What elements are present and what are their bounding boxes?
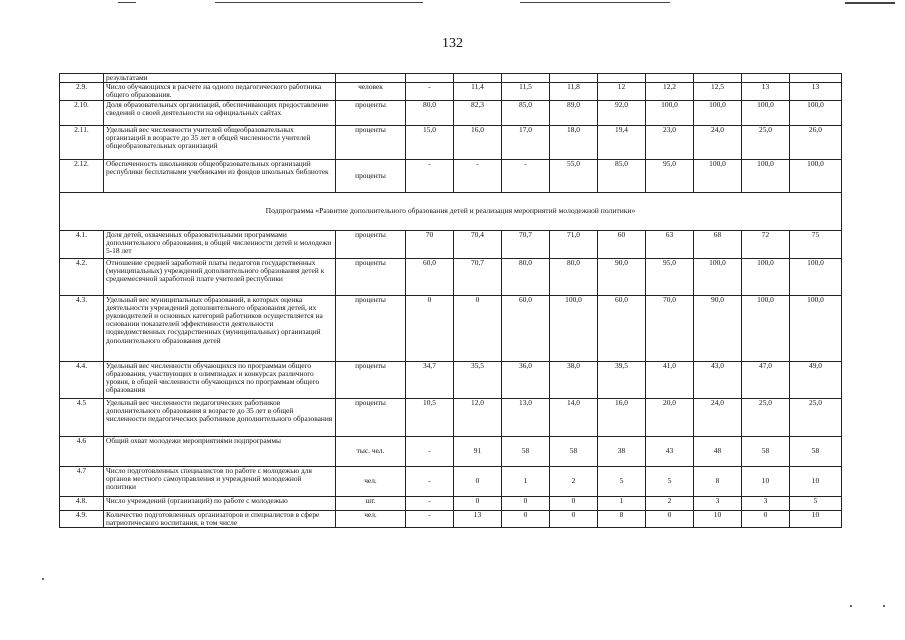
value-cell: 70,4 xyxy=(454,230,502,258)
value-cell: 3 xyxy=(694,496,742,510)
value-cell: 18,0 xyxy=(550,125,598,159)
value-cell: 1 xyxy=(598,496,646,510)
value-cell: 19,4 xyxy=(598,125,646,159)
value-cell: 100,0 xyxy=(694,100,742,125)
indicator-name: Удельный вес численности учителей общеобразовательных организаций в возрасте до 35 лет в общей численности учителей общеобразовательных организаций xyxy=(104,125,336,159)
value-cell: 60,0 xyxy=(598,295,646,361)
value-cell: 49,0 xyxy=(790,361,842,398)
unit-cell: проценты xyxy=(336,100,406,125)
table-row xyxy=(60,510,842,527)
row-number: 4.1. xyxy=(60,230,104,258)
unit-cell: чел. xyxy=(336,466,406,496)
value-cell: 71,0 xyxy=(550,230,598,258)
value-cell: 58 xyxy=(550,436,598,466)
indicator-name: Удельный вес численности обучающихся по программам общего образования, участвующих в олимпиадах и конкурсах различного уровня, в общей численности обучающихся по программам общего образования xyxy=(104,361,336,398)
table-row xyxy=(60,159,842,192)
value-cell: 1 xyxy=(502,466,550,496)
value-cell: 36,0 xyxy=(502,361,550,398)
indicator-name: Удельный вес муниципальных образований, в которых оценка деятельности учреждений дополнительного образования детей, их руководителей и основных категорий работников осуществляется на основании показателей эффективности деятельности подведомственных государственных (муниципальных) организаций дополнительного образования детей xyxy=(104,295,336,361)
row-number: 2.11. xyxy=(60,125,104,159)
value-cell: 92,0 xyxy=(598,100,646,125)
value-cell: - xyxy=(406,496,454,510)
value-cell: 60,0 xyxy=(502,295,550,361)
row-number: 4.9. xyxy=(60,510,104,527)
indicator-name: Общий охват молодежи мероприятиями подпрограммы xyxy=(104,436,336,466)
value-cell: 85,0 xyxy=(598,159,646,192)
value-cell: 14,0 xyxy=(550,398,598,436)
unit-cell: проценты xyxy=(336,230,406,258)
value-cell: - xyxy=(502,159,550,192)
value-cell: 63 xyxy=(646,230,694,258)
value-cell: 38 xyxy=(598,436,646,466)
value-cell xyxy=(406,74,454,83)
value-cell: 55,0 xyxy=(550,159,598,192)
value-cell: - xyxy=(406,83,454,100)
value-cell: 80,0 xyxy=(406,100,454,125)
value-cell: 47,0 xyxy=(742,361,790,398)
value-cell: 70,0 xyxy=(646,295,694,361)
value-cell: 38,0 xyxy=(550,361,598,398)
unit-cell: проценты xyxy=(336,258,406,295)
value-cell: 100,0 xyxy=(742,100,790,125)
value-cell: 2 xyxy=(646,496,694,510)
value-cell: 100,0 xyxy=(694,159,742,192)
table-row xyxy=(60,466,842,496)
value-cell: 17,0 xyxy=(502,125,550,159)
value-cell: 12,0 xyxy=(454,398,502,436)
value-cell: 70 xyxy=(406,230,454,258)
indicator-name: Количество подготовленных организаторов и специалистов в сфере патриотического воспитания, в том числе xyxy=(104,510,336,527)
value-cell: 82,3 xyxy=(454,100,502,125)
value-cell xyxy=(454,74,502,83)
table-row xyxy=(60,436,842,466)
header-rule xyxy=(118,2,136,3)
value-cell: 5 xyxy=(790,496,842,510)
value-cell: 58 xyxy=(742,436,790,466)
row-number: 4.5 xyxy=(60,398,104,436)
indicator-name: Доля образовательных организаций, обеспечивающих предоставление сведений о своей деятельности на официальных сайтах xyxy=(104,100,336,125)
value-cell: 25,0 xyxy=(790,398,842,436)
table-row xyxy=(60,398,842,436)
value-cell: 60,0 xyxy=(406,258,454,295)
value-cell: 34,7 xyxy=(406,361,454,398)
table-row xyxy=(60,295,842,361)
value-cell: 68 xyxy=(694,230,742,258)
unit-cell: проценты xyxy=(336,361,406,398)
unit-cell: проценты xyxy=(336,398,406,436)
unit-cell: проценты xyxy=(336,125,406,159)
row-number: 2.10. xyxy=(60,100,104,125)
value-cell: 58 xyxy=(502,436,550,466)
value-cell xyxy=(598,74,646,83)
row-number: 4.2. xyxy=(60,258,104,295)
header-rule xyxy=(215,2,423,3)
value-cell: 8 xyxy=(598,510,646,527)
value-cell: 10 xyxy=(694,510,742,527)
indicator-name: Число учреждений (организаций) по работе с молодежью xyxy=(104,496,336,510)
row-number: 4.7 xyxy=(60,466,104,496)
value-cell: 58 xyxy=(790,436,842,466)
unit-cell xyxy=(336,74,406,83)
value-cell: 100,0 xyxy=(790,100,842,125)
row-number: 2.12. xyxy=(60,159,104,192)
value-cell: - xyxy=(406,159,454,192)
indicator-name: Число обучающихся в расчете на одного педагогического работника общего образования. xyxy=(104,83,336,100)
value-cell: 91 xyxy=(454,436,502,466)
value-cell: 10,5 xyxy=(406,398,454,436)
table-row xyxy=(60,74,842,83)
value-cell: 100,0 xyxy=(550,295,598,361)
value-cell: 100,0 xyxy=(790,159,842,192)
row-number xyxy=(60,74,104,83)
scan-speck xyxy=(42,578,44,580)
value-cell xyxy=(790,74,842,83)
value-cell: 100,0 xyxy=(646,100,694,125)
value-cell xyxy=(742,74,790,83)
value-cell: 100,0 xyxy=(790,258,842,295)
table-row xyxy=(60,125,842,159)
value-cell: 39,5 xyxy=(598,361,646,398)
unit-cell: человек xyxy=(336,83,406,100)
table-row xyxy=(60,230,842,258)
value-cell: 10 xyxy=(790,510,842,527)
subprogram-title: Подпрограмма «Развитие дополнительного образования детей и реализация мероприятий молодежной политики» xyxy=(60,192,842,230)
indicator-name: Удельный вес численности педагогических работников дополнительного образования в возрасте до 35 лет в общей численности педагогических работников дополнительного образования xyxy=(104,398,336,436)
value-cell: 16,0 xyxy=(598,398,646,436)
unit-cell: проценты xyxy=(336,295,406,361)
value-cell: 35,5 xyxy=(454,361,502,398)
unit-cell: шт. xyxy=(336,496,406,510)
value-cell: 100,0 xyxy=(790,295,842,361)
value-cell: 60 xyxy=(598,230,646,258)
scan-speck xyxy=(850,605,852,607)
value-cell: 26,0 xyxy=(790,125,842,159)
unit-cell: тыс. чел. xyxy=(336,436,406,466)
value-cell: 13 xyxy=(454,510,502,527)
value-cell: 5 xyxy=(646,466,694,496)
table-row xyxy=(60,496,842,510)
unit-cell: чел. xyxy=(336,510,406,527)
value-cell: 72 xyxy=(742,230,790,258)
value-cell: 0 xyxy=(454,295,502,361)
value-cell: 85,0 xyxy=(502,100,550,125)
value-cell: 25,0 xyxy=(742,125,790,159)
table-row xyxy=(60,83,842,100)
value-cell: 100,0 xyxy=(742,159,790,192)
value-cell: 25,0 xyxy=(742,398,790,436)
table-row xyxy=(60,258,842,295)
value-cell: 23,0 xyxy=(646,125,694,159)
row-number: 4.8. xyxy=(60,496,104,510)
row-number: 4.3. xyxy=(60,295,104,361)
page-number: 132 xyxy=(442,36,463,51)
value-cell: 89,0 xyxy=(550,100,598,125)
value-cell: - xyxy=(406,436,454,466)
value-cell: 15,0 xyxy=(406,125,454,159)
value-cell: 95,0 xyxy=(646,258,694,295)
value-cell: 90,0 xyxy=(598,258,646,295)
value-cell: 43 xyxy=(646,436,694,466)
table-row xyxy=(60,361,842,398)
value-cell: - xyxy=(454,159,502,192)
row-number: 4.6 xyxy=(60,436,104,466)
value-cell: - xyxy=(406,466,454,496)
value-cell: 11,4 xyxy=(454,83,502,100)
unit-cell: проценты xyxy=(336,159,406,192)
scan-speck xyxy=(883,605,885,607)
value-cell: 80,0 xyxy=(550,258,598,295)
value-cell: 10 xyxy=(742,466,790,496)
value-cell: 0 xyxy=(550,510,598,527)
value-cell: 0 xyxy=(406,295,454,361)
value-cell: 0 xyxy=(502,510,550,527)
value-cell: 90,0 xyxy=(694,295,742,361)
header-rule xyxy=(520,2,670,3)
value-cell: 24,0 xyxy=(694,125,742,159)
value-cell: 100,0 xyxy=(694,258,742,295)
table-row xyxy=(60,100,842,125)
indicators-table xyxy=(59,73,842,528)
value-cell: 5 xyxy=(598,466,646,496)
value-cell: - xyxy=(406,510,454,527)
value-cell: 41,0 xyxy=(646,361,694,398)
value-cell: 0 xyxy=(502,496,550,510)
value-cell: 95,0 xyxy=(646,159,694,192)
value-cell: 12 xyxy=(598,83,646,100)
value-cell: 8 xyxy=(694,466,742,496)
value-cell: 11,5 xyxy=(502,83,550,100)
value-cell: 75 xyxy=(790,230,842,258)
value-cell xyxy=(646,74,694,83)
value-cell: 100,0 xyxy=(742,258,790,295)
value-cell: 3 xyxy=(742,496,790,510)
value-cell: 100,0 xyxy=(742,295,790,361)
value-cell xyxy=(550,74,598,83)
value-cell: 11,8 xyxy=(550,83,598,100)
value-cell: 24,0 xyxy=(694,398,742,436)
value-cell: 20,0 xyxy=(646,398,694,436)
value-cell: 0 xyxy=(646,510,694,527)
value-cell: 0 xyxy=(550,496,598,510)
value-cell: 2 xyxy=(550,466,598,496)
value-cell: 80,0 xyxy=(502,258,550,295)
value-cell: 43,0 xyxy=(694,361,742,398)
value-cell: 12,5 xyxy=(694,83,742,100)
value-cell: 13 xyxy=(742,83,790,100)
section-row xyxy=(60,192,842,230)
value-cell: 48 xyxy=(694,436,742,466)
indicator-name: Обеспеченность школьников общеобразовательных организаций республики бесплатными учебниками из фондов школьных библиотек xyxy=(104,159,336,192)
indicator-name: Доля детей, охваченных образовательными программами дополнительного образования, в общей численности детей и молодежи 5-18 лет xyxy=(104,230,336,258)
value-cell: 70,7 xyxy=(454,258,502,295)
header-rule xyxy=(845,2,895,4)
value-cell xyxy=(694,74,742,83)
indicator-name: Число подготовленных специалистов по работе с молодежью для органов местного самоуправления и учреждений молодежной политики xyxy=(104,466,336,496)
row-number: 4.4. xyxy=(60,361,104,398)
value-cell: 12,2 xyxy=(646,83,694,100)
value-cell: 10 xyxy=(790,466,842,496)
row-number: 2.9. xyxy=(60,83,104,100)
value-cell: 13,0 xyxy=(502,398,550,436)
value-cell: 0 xyxy=(454,466,502,496)
value-cell: 70,7 xyxy=(502,230,550,258)
value-cell xyxy=(502,74,550,83)
value-cell: 16,0 xyxy=(454,125,502,159)
value-cell: 0 xyxy=(742,510,790,527)
value-cell: 13 xyxy=(790,83,842,100)
indicator-name: результатами xyxy=(104,74,336,83)
indicator-name: Отношение средней заработной платы педагогов государственных (муниципальных) учреждений дополнительного образования детей к среднемесячной заработной плате учителей республики xyxy=(104,258,336,295)
value-cell: 0 xyxy=(454,496,502,510)
